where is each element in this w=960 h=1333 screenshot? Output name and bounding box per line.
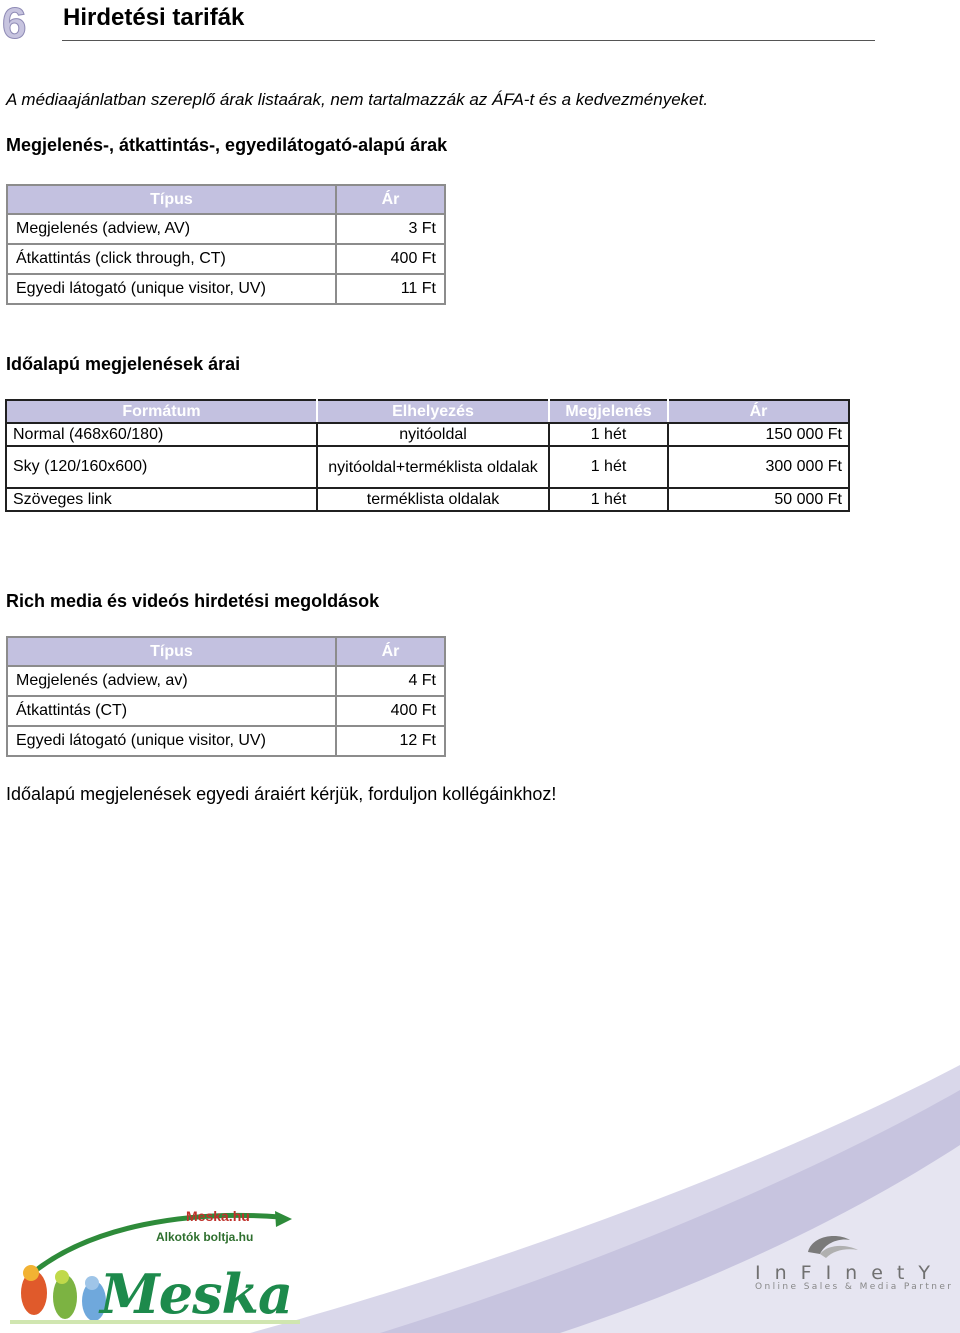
time-based-price-table (5, 399, 850, 512)
table-row (7, 244, 445, 274)
placement-cell: terméklista oldalak (317, 488, 549, 511)
price-cell: 11 Ft (336, 274, 445, 304)
type-cell: Megjelenés (adview, av) (7, 666, 336, 696)
type-cell: Átkattintás (click through, CT) (7, 244, 336, 274)
per-unit-price-table (6, 184, 446, 305)
column-header: Ár (668, 400, 849, 423)
duration-cell: 1 hét (549, 423, 668, 446)
type-cell: Átkattintás (CT) (7, 696, 336, 726)
meska-tagline: Alkotók boltja.hu (156, 1230, 254, 1244)
table-row (7, 726, 445, 756)
price-cell: 400 Ft (336, 696, 445, 726)
price-cell: 3 Ft (336, 214, 445, 244)
table-row (6, 446, 849, 488)
table-header-row (6, 400, 849, 423)
closing-note: Időalapú megjelenések egyedi áraiért kérjük, forduljon kollégáinkhoz! (6, 784, 557, 804)
price-cell: 300 000 Ft (668, 446, 849, 488)
infinety-swirl-icon (750, 1230, 870, 1260)
section-heading-time-based: Időalapú megjelenések árai (6, 354, 241, 374)
column-header: Típus (7, 637, 336, 666)
format-cell: Sky (120/160x600) (6, 446, 317, 488)
meska-wordmark: Meska (100, 1262, 292, 1326)
duration-cell: 1 hét (549, 488, 668, 511)
infinety-wordmark: InFInetY (755, 1262, 944, 1284)
page-title: Hirdetési tarifák (63, 4, 245, 31)
table-row (6, 423, 849, 446)
table-row (7, 666, 445, 696)
table-row (6, 488, 849, 511)
placement-cell: nyitóoldal (317, 423, 549, 446)
price-cell: 50 000 Ft (668, 488, 849, 511)
title-divider (62, 40, 875, 41)
format-cell: Normal (468x60/180) (6, 423, 317, 446)
column-header: Elhelyezés (317, 400, 549, 423)
column-header: Ár (336, 637, 445, 666)
type-cell: Egyedi látogató (unique visitor, UV) (7, 726, 336, 756)
type-cell: Megjelenés (adview, AV) (7, 214, 336, 244)
table-header-row (7, 185, 445, 214)
table-header-row (7, 637, 445, 666)
table-row (7, 214, 445, 244)
price-cell: 12 Ft (336, 726, 445, 756)
duration-cell: 1 hét (549, 446, 668, 488)
type-cell: Egyedi látogató (unique visitor, UV) (7, 274, 336, 304)
intro-note: A médiaajánlatban szereplő árak listaárak, nem tartalmazzák az ÁFA-t és a kedvezményeket. (6, 90, 709, 109)
placement-cell: nyitóoldal+terméklista oldalak (317, 446, 549, 488)
column-header: Formátum (6, 400, 317, 423)
section-heading-per-unit: Megjelenés-, átkattintás-, egyedilátogató-alapú árak (6, 135, 448, 155)
format-cell: Szöveges link (6, 488, 317, 511)
column-header: Típus (7, 185, 336, 214)
meska-domain: Meska.hu (186, 1208, 250, 1224)
price-cell: 400 Ft (336, 244, 445, 274)
section-heading-rich-media: Rich media és videós hirdetési megoldások (6, 591, 380, 611)
column-header: Megjelenés (549, 400, 668, 423)
rich-media-price-table (6, 636, 446, 757)
table-row (7, 696, 445, 726)
table-row (7, 274, 445, 304)
price-cell: 4 Ft (336, 666, 445, 696)
section-number: 6 (2, 0, 27, 48)
infinety-tagline: Online Sales & Media Partner (755, 1282, 954, 1292)
column-header: Ár (336, 185, 445, 214)
price-cell: 150 000 Ft (668, 423, 849, 446)
